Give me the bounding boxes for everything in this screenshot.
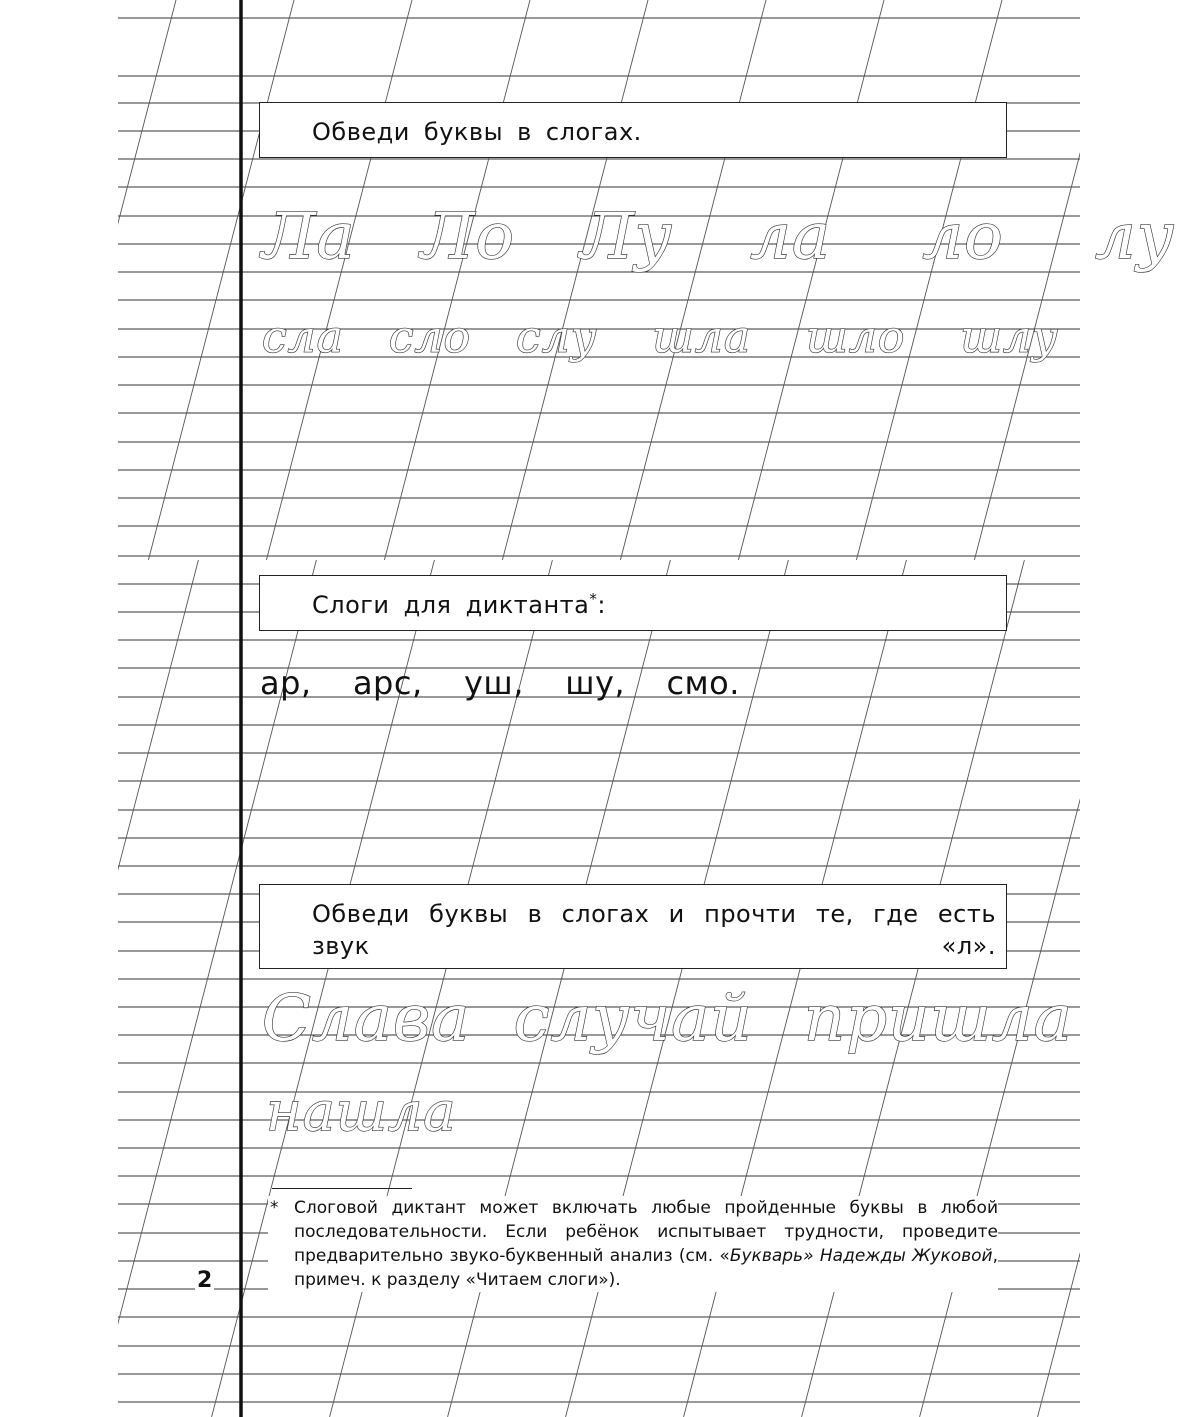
task-instruction-text: Слоги для диктанта	[312, 591, 590, 619]
slant-guide-line	[738, 0, 884, 560]
cursive-syllable: Ло	[420, 200, 515, 274]
slant-guide-line	[266, 0, 412, 560]
cursive-syllable: сло	[388, 312, 472, 363]
slant-guide-line	[0, 560, 80, 1417]
task-box-dictation	[259, 575, 1007, 631]
cursive-syllable: слу	[516, 312, 598, 363]
dictation-syllables: ар, арс, уш, шу, смо.	[260, 664, 740, 702]
slant-guide-line	[148, 0, 294, 560]
cursive-word: пришла	[803, 982, 1073, 1056]
slant-guide-line	[384, 0, 530, 560]
cursive-syllable: шлу	[960, 312, 1059, 363]
task-box-trace-and-read	[259, 884, 1007, 969]
task-instruction-line2: звук «л».	[312, 932, 996, 960]
slant-guide-line	[1156, 560, 1200, 1417]
task-box-trace-syllables	[259, 102, 1007, 158]
footnote-marker: *	[589, 590, 598, 608]
page-number: 2	[197, 1268, 213, 1293]
cursive-syllable: ла	[750, 200, 831, 274]
slant-guide-line	[620, 0, 766, 560]
task-instruction-line1: Обведи буквы в слогах и прочти те, где есть	[312, 900, 996, 928]
cursive-row-1	[262, 200, 1175, 274]
task-instruction	[312, 590, 606, 620]
footnote-text	[294, 1196, 998, 1292]
footnote-text-a: Слоговой диктант может включать любые пройденные буквы в любой последовательности. Если ребёнок испытывает трудности, проведите предварительно звуко-буквенный анализ (см. «	[294, 1198, 998, 1266]
cursive-word: Слава	[262, 982, 471, 1056]
footnote	[268, 1196, 998, 1292]
slant-guide-line	[30, 0, 176, 560]
slant-guide-line	[974, 0, 1120, 560]
footnote-text-c: , примеч. к разделу «Читаем слоги»).	[294, 1246, 998, 1290]
cursive-syllable: Лу	[580, 200, 673, 274]
cursive-syllable: ло	[922, 200, 1004, 274]
cursive-row-4	[266, 1080, 457, 1143]
cursive-word: нашла	[266, 1080, 457, 1143]
cursive-row-2	[262, 312, 1059, 363]
footnote-book-title: Букварь» Надежды Жуковой	[729, 1246, 993, 1266]
slant-guide-line	[0, 0, 58, 560]
footnote-star: *	[270, 1198, 279, 1218]
cursive-row-3	[262, 982, 1073, 1056]
cursive-syllable: лу	[1094, 200, 1175, 274]
slant-guide-line	[0, 560, 198, 1417]
cursive-syllable: Ла	[262, 200, 356, 274]
slant-guide-line	[1092, 0, 1200, 560]
task-instruction-colon: :	[597, 591, 606, 619]
task-instruction: Обведи буквы в слогах.	[312, 118, 642, 146]
slant-guide-line	[856, 0, 1002, 560]
footnote-separator	[272, 1188, 412, 1189]
cursive-syllable: шла	[652, 312, 752, 363]
slant-guide-line	[502, 0, 648, 560]
cursive-syllable: шло	[806, 312, 906, 363]
cursive-word: случай	[513, 982, 753, 1056]
cursive-syllable: сла	[262, 312, 344, 363]
